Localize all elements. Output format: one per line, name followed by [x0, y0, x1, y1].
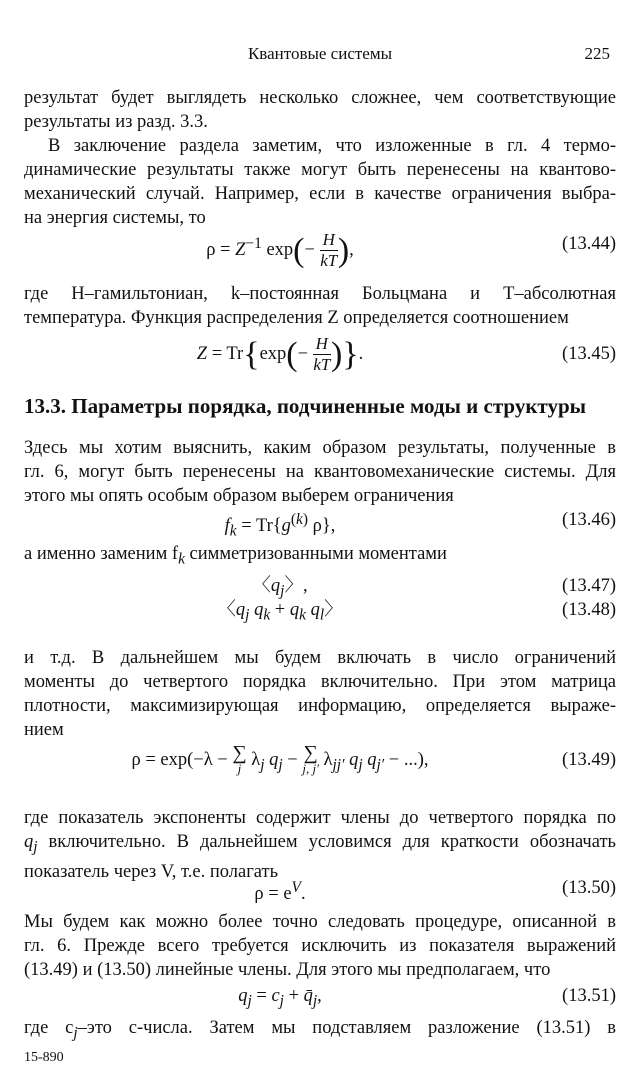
equation-13-51 — [24, 976, 616, 1016]
text-line: нием — [24, 720, 64, 740]
equation-number: (13.44) — [562, 234, 616, 254]
equation-body: $\rho = Z^{-1}$ exp(− $\frac{H}{kT}$ ), — [206, 230, 354, 271]
equation-13-49 — [24, 740, 616, 780]
text-line: и т.д. В дальнейшем мы будем включать в число ограничений — [24, 648, 616, 668]
text-line: этого мы опять особым образом выберем ограничения — [24, 486, 454, 506]
equation-body: $\rho = e^V$. — [254, 879, 306, 905]
text-line: гл. 6, могут быть перенесены на квантовомеханические системы. Для — [24, 462, 616, 482]
text-line: температура. Функция распределения Z определяется соотношением — [24, 308, 569, 328]
running-title: Квантовые системы — [247, 44, 393, 63]
paragraph-9 — [24, 1016, 616, 1046]
paragraph-8 — [24, 910, 616, 982]
text-line: Мы будем как можно более точно следовать процедуре, описанной в — [24, 912, 616, 932]
section-heading: 13.3. Параметры порядка, подчиненные моды и структуры — [24, 394, 587, 418]
text-line: $q_j$ включительно. В дальнейшем условимся для краткости обозначать — [24, 832, 616, 856]
equation-13-46 — [24, 500, 616, 540]
equation-13-50 — [24, 868, 616, 908]
text-line: В заключение раздела заметим, что изложенные в гл. 4 термо- — [48, 136, 616, 156]
running-header — [24, 44, 616, 68]
equation-body: Z = Tr{exp(− $\frac{H}{kT}$ )}. — [196, 334, 364, 375]
paragraph-3 — [24, 282, 616, 330]
text-line: где H–гамильтониан, k–постоянная Больцмана и T–абсолютная — [24, 284, 616, 304]
paragraph-6 — [24, 646, 616, 742]
equation-body: 〈$q_j$〉, — [252, 576, 308, 600]
paragraph-2 — [24, 134, 616, 230]
text-line: где показатель экспоненты содержит члены до четвертого порядка по — [24, 808, 616, 828]
equation-body: $f_k = Tr\{g^{(k)}$ ρ}, — [224, 511, 336, 540]
text-line: (13.49) и (13.50) линейные члены. Для этого мы предполагаем, что — [24, 960, 551, 980]
text-line: Здесь мы хотим выяснить, каким образом результаты, полученные в — [24, 438, 616, 458]
equation-number: (13.46) — [562, 510, 616, 530]
text-line: моменты до четвертого порядка включительно. При этом матрица — [24, 672, 616, 692]
paragraph-4 — [24, 436, 616, 508]
equation-number: (13.51) — [562, 986, 616, 1006]
equation-number: (13.48) — [562, 600, 616, 620]
equation-13-44 — [24, 224, 616, 271]
text-line: плотности, максимизирующая информацию, определяется выраже- — [24, 696, 616, 716]
text-line: результаты из разд. 3.3. — [24, 112, 208, 132]
equation-number: (13.50) — [562, 878, 616, 898]
equation-number: (13.47) — [562, 576, 616, 596]
equation-13-48 — [24, 590, 616, 630]
page-number: 225 — [584, 44, 610, 63]
equation-number: (13.49) — [562, 750, 616, 770]
paragraph-1 — [24, 86, 616, 134]
text-line: механический случай. Например, если в качестве ограничения выбра- — [24, 184, 616, 204]
text-line: а именно заменим $f_k$ симметризованными моментами — [24, 544, 447, 568]
text-line: на энергия системы, то — [24, 208, 206, 228]
text-line: где $c_j$–это c-числа. Затем мы подставляем разложение (13.51) в — [24, 1018, 616, 1042]
text-line: динамические результаты также могут быть перенесены на квантово- — [24, 160, 616, 180]
equation-13-45 — [24, 334, 616, 374]
text-line: гл. 6. Прежде всего требуется исключить из показателя выражений — [24, 936, 616, 956]
equation-body: ρ = exp(−λ − ∑ j $\lambda_j$ $q_j$ − ∑ j, j′ $\lambda_{jj'}$ $q_j$ $q_{j'}$ − ...), — [131, 741, 429, 776]
equation-body: $q_j = c_j$ + $q̄_j$, — [238, 986, 322, 1010]
text-line: показатель через V, т.е. полагать — [24, 861, 279, 882]
equation-number: (13.45) — [562, 344, 616, 364]
text-line: результат будет выглядеть несколько сложнее, чем соответствующие — [24, 88, 616, 108]
signature-mark: 15-890 — [24, 1050, 64, 1065]
equation-body: 〈$q_j$ $q_k + q_k$ $q_l$〉 — [217, 600, 343, 624]
